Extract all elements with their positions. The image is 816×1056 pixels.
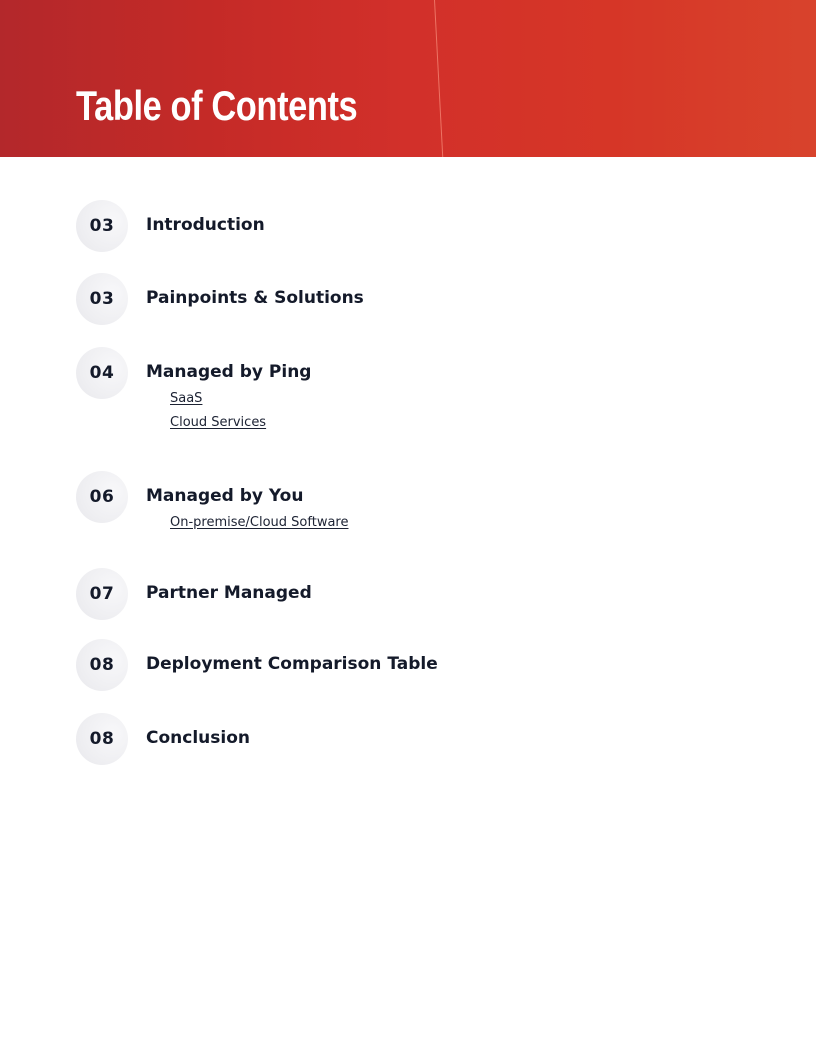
toc-entry-title[interactable]: Painpoints & Solutions: [146, 288, 364, 308]
page-number: 03: [89, 289, 115, 309]
page-number: 08: [89, 655, 115, 675]
toc-entry-title[interactable]: Conclusion: [146, 728, 250, 748]
page-number-circle: [76, 713, 128, 765]
toc-subitems: [170, 511, 348, 535]
toc-entry-title[interactable]: Introduction: [146, 215, 265, 235]
page-number: 08: [89, 729, 115, 749]
page-number-circle: [76, 639, 128, 691]
toc-entry-title[interactable]: Managed by You: [146, 486, 304, 506]
toc-entry-title[interactable]: Partner Managed: [146, 583, 312, 603]
toc-subitem-on-premise-cloud-software[interactable]: On-premise/Cloud Software: [170, 515, 349, 530]
page-number-circle: [76, 347, 128, 399]
toc-subitems: [170, 387, 266, 435]
page-number-circle: [76, 200, 128, 252]
page-number-circle: [76, 568, 128, 620]
header-divider-line: [434, 0, 443, 157]
page-number: 06: [89, 487, 115, 507]
page-number: 03: [89, 216, 115, 236]
toc-entry-title[interactable]: Managed by Ping: [146, 362, 312, 382]
page-title: Table of Contents: [76, 82, 358, 129]
toc-subitem-saas[interactable]: SaaS: [170, 391, 203, 406]
page-number: 04: [89, 363, 115, 383]
page-number: 07: [89, 584, 115, 604]
page-number-circle: [76, 273, 128, 325]
toc-subitem-cloud-services[interactable]: Cloud Services: [170, 415, 267, 430]
page-number-circle: [76, 471, 128, 523]
toc-entry-title[interactable]: Deployment Comparison Table: [146, 654, 438, 674]
header-banner: [0, 0, 816, 157]
